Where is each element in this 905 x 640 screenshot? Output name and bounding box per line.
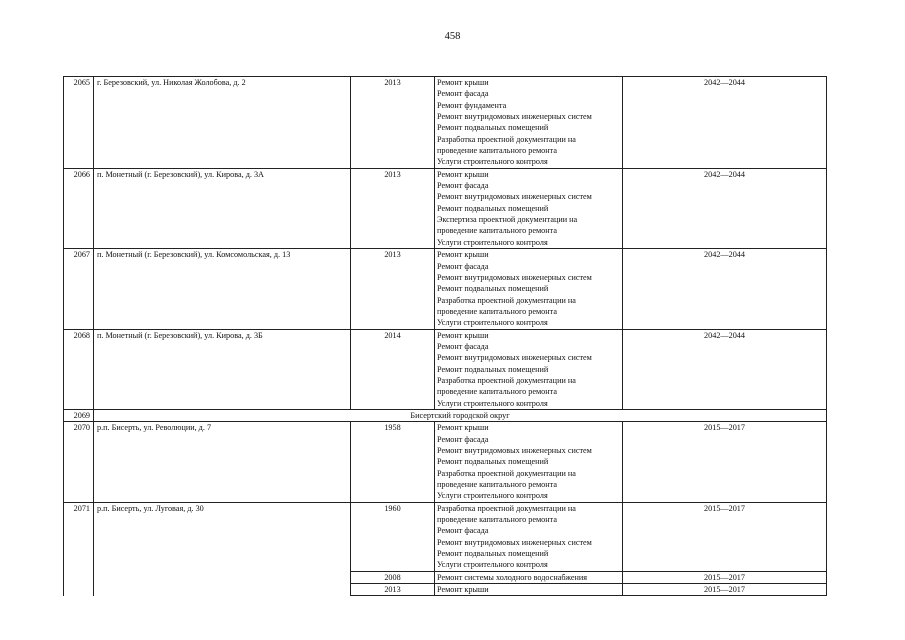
row-number: 2068: [64, 329, 94, 409]
row-number: 2071: [64, 502, 94, 571]
empty-cell: [94, 584, 351, 596]
work-item: Ремонт крыши: [437, 250, 489, 260]
work-item: проведение капитального ремонта: [437, 306, 557, 316]
year-cell: 2013: [351, 249, 435, 329]
address-cell: п. Монетный (г. Березовский), ул. Кирова, д. 3Б: [94, 329, 351, 409]
work-item: Разработка проектной документации на: [437, 503, 576, 513]
table-row: [64, 409, 827, 421]
work-item: Ремонт фундамента: [437, 100, 507, 110]
work-item: Разработка проектной документации на: [437, 134, 576, 144]
work-item: Ремонт крыши: [437, 169, 489, 179]
period-cell: 2015—2017: [623, 422, 827, 502]
work-item: Ремонт фасада: [437, 261, 489, 271]
period-cell: 2015—2017: [623, 571, 827, 583]
table-row: [64, 168, 827, 248]
year-cell: 2013: [351, 168, 435, 248]
row-number: 2069: [64, 409, 94, 421]
capital-repair-table: [63, 76, 827, 596]
works-cell: [435, 168, 623, 248]
year-cell: 2014: [351, 329, 435, 409]
work-item: Ремонт крыши: [437, 78, 489, 87]
work-item: Ремонт внутридомовых инженерных систем: [437, 272, 592, 282]
works-cell: [435, 77, 623, 169]
address-cell: п. Монетный (г. Березовский), ул. Кирова, д. 3А: [94, 168, 351, 248]
empty-cell: [64, 571, 94, 583]
work-item: Ремонт внутридомовых инженерных систем: [437, 353, 592, 363]
table-row-continuation: [64, 584, 827, 596]
period-cell: 2042—2044: [623, 329, 827, 409]
work-item: Ремонт фасада: [437, 526, 489, 536]
works-cell: [435, 249, 623, 329]
work-item: Ремонт внутридомовых инженерных систем: [437, 446, 592, 455]
work-item: Ремонт фасада: [437, 89, 489, 99]
work-item: Ремонт системы холодного водоснабжения: [437, 572, 588, 582]
work-item: Ремонт фасада: [437, 341, 489, 351]
period-cell: 2042—2044: [623, 77, 827, 169]
work-item: Ремонт подвальных помещений: [437, 549, 549, 559]
row-number: 2065: [64, 77, 94, 169]
work-item: Ремонт фасада: [437, 434, 489, 444]
district-header: Бисертский городской округ: [94, 409, 827, 421]
works-cell: [435, 571, 623, 583]
period-cell: 2015—2017: [623, 584, 827, 596]
row-number: 2067: [64, 249, 94, 329]
work-item: Ремонт подвальных помещений: [437, 123, 549, 133]
work-item: Ремонт подвальных помещений: [437, 457, 549, 467]
year-cell: 2008: [351, 571, 435, 583]
address-cell: п. Монетный (г. Березовский), ул. Комсомольская, д. 13: [94, 249, 351, 329]
work-item: Разработка проектной документации на: [437, 468, 576, 478]
work-item: Ремонт внутридомовых инженерных систем: [437, 112, 592, 122]
work-item: Ремонт подвальных помещений: [437, 203, 549, 213]
work-item: Услуги строительного контроля: [437, 398, 548, 408]
work-item: Ремонт подвальных помещений: [437, 364, 549, 374]
table-row: [64, 249, 827, 329]
work-item: Услуги строительного контроля: [437, 318, 548, 328]
work-item: проведение капитального ремонта: [437, 515, 557, 525]
work-item: Ремонт подвальных помещений: [437, 284, 549, 294]
page-number: 458: [444, 31, 461, 42]
year-cell: 2013: [351, 77, 435, 169]
work-item: Ремонт крыши: [437, 330, 489, 340]
table-row: [64, 422, 827, 502]
work-item: Услуги строительного контроля: [437, 560, 548, 570]
work-item: проведение капитального ремонта: [437, 146, 557, 156]
table-row-continuation: [64, 571, 827, 583]
work-item: Экспертиза проектной документации на: [437, 215, 578, 225]
table-row: [64, 502, 827, 571]
address-cell: г. Березовский, ул. Николая Жолобова, д. 2: [94, 77, 351, 169]
work-item: Ремонт внутридомовых инженерных систем: [437, 537, 592, 547]
work-item: Ремонт крыши: [437, 423, 489, 433]
year-cell: 1958: [351, 422, 435, 502]
works-cell: [435, 502, 623, 571]
period-cell: 2042—2044: [623, 249, 827, 329]
work-item: Разработка проектной документации на: [437, 375, 576, 385]
works-cell: [435, 422, 623, 502]
work-item: Услуги строительного контроля: [437, 237, 548, 247]
table-body: [64, 77, 827, 596]
period-cell: 2042—2044: [623, 168, 827, 248]
empty-cell: [94, 571, 351, 583]
work-item: Услуги строительного контроля: [437, 157, 548, 167]
period-cell: 2015—2017: [623, 502, 827, 571]
row-number: 2066: [64, 168, 94, 248]
year-cell: 1960: [351, 502, 435, 571]
row-number: 2070: [64, 422, 94, 502]
work-item: проведение капитального ремонта: [437, 226, 557, 236]
work-item: проведение капитального ремонта: [437, 387, 557, 397]
works-cell: [435, 329, 623, 409]
work-item: Ремонт внутридомовых инженерных систем: [437, 192, 592, 202]
work-item: Услуги строительного контроля: [437, 491, 548, 501]
address-cell: р.п. Бисерть, ул. Луговая, д. 30: [94, 502, 351, 571]
address-cell: р.п. Бисерть, ул. Революции, д. 7: [94, 422, 351, 502]
year-cell: 2013: [351, 584, 435, 596]
works-cell: [435, 584, 623, 596]
work-item: Ремонт крыши: [437, 585, 489, 595]
work-item: Разработка проектной документации на: [437, 295, 576, 305]
table-row: [64, 329, 827, 409]
table-row: [64, 77, 827, 169]
work-item: проведение капитального ремонта: [437, 480, 557, 490]
empty-cell: [64, 584, 94, 596]
work-item: Ремонт фасада: [437, 181, 489, 191]
